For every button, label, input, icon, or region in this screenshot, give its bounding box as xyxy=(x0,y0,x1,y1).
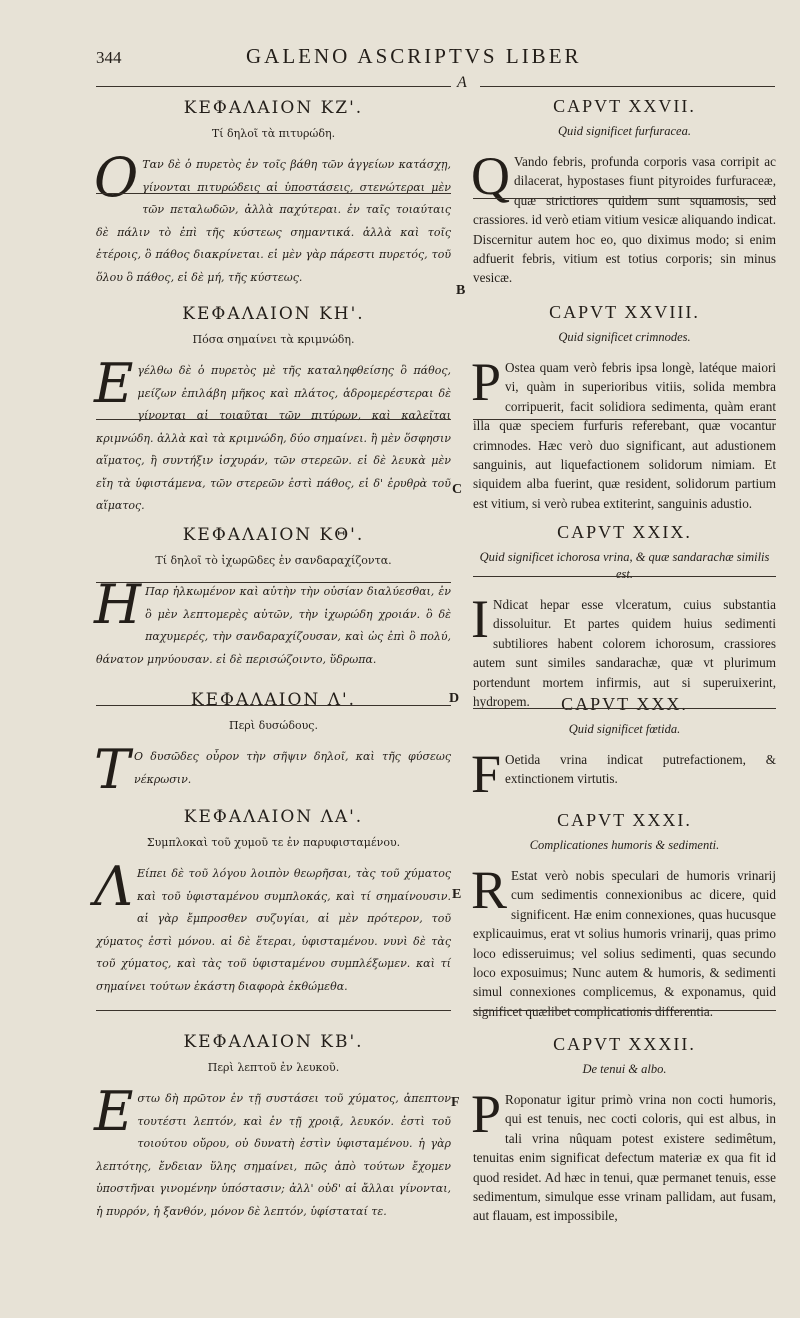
latin-chapter-27 xyxy=(473,94,776,288)
section-rule xyxy=(473,1010,776,1011)
chapter-text xyxy=(471,352,776,513)
chapter-heading: CAPVT XXVII. xyxy=(553,96,696,116)
chapter-body: Ο δυσῶδες οὖρον τὴν σῆψιν δηλοῖ, καὶ τῆς φύσεως νέκρωσιν. xyxy=(134,750,451,786)
chapter-subtitle: Quid significet ichorosa vrina, & quæ sandarachæ similis est. xyxy=(479,550,770,581)
margin-letter-a: A xyxy=(457,74,467,91)
chapter-heading: ΚΕΦΑΛΑΙΟΝ ΚΘ'. xyxy=(182,525,365,545)
chapter-text xyxy=(94,352,451,518)
chapter-body: Estat verò nobis speculari de humoris vrinarij cum sedimentis connexionibus ac dicere, quid significent. Hæ enim connexiones, quas hucusque explicauimus, erat vt solius humoris vrinarij, quas primo loco edisseruimus; vel solius sedimenti, quas secundo loco exposuimus; Nunc autem & humoris, & sedimenti simul connexiones complicemus, & exponamus, quid significet quælibet complicationis differentia. xyxy=(473,868,776,1019)
greek-chapter-32 xyxy=(96,1030,451,1223)
chapter-subtitle: Quid significet furfuracea. xyxy=(558,124,691,138)
section-rule xyxy=(96,582,451,583)
chapter-body: Oetida vrina indicat putrefactionem, & extinctionem virtutis. xyxy=(505,752,776,787)
section-rule xyxy=(96,1010,451,1011)
chapter-body: Roponatur igitur primò vrina non cocti humoris, qui est tenuis, nec cocti coloris, qui est albus, in tali vrina nûquam potest existere sedimêtum, tenuitas enim significat defectum materiæ ex qua fit id quod residet. Ad hæc in tenui, quæ permanet tenuis, esse sedimentum, simulque esse vrinam pallidam, aut fusam, aut flauam, est impossibile, xyxy=(473,1092,776,1224)
greek-chapter-31 xyxy=(96,805,451,998)
chapter-subtitle: Τί δηλοῖ τὸ ἰχωρῶδες ἐν σανδαραχίζοντα. xyxy=(155,554,392,567)
drop-cap: Ο xyxy=(94,146,139,209)
latin-chapter-31 xyxy=(473,808,776,1021)
chapter-heading: ΚΕΦΑΛΑΙΟΝ ΚΒ'. xyxy=(183,1032,364,1052)
chapter-subtitle: Complicationes humoris & sedimenti. xyxy=(529,838,720,852)
chapter-text xyxy=(471,860,776,1021)
margin-letter-f: F xyxy=(451,1095,460,1110)
section-rule xyxy=(473,198,776,199)
section-rule xyxy=(96,193,451,194)
drop-cap: Λ xyxy=(94,855,133,918)
drop-cap: Η xyxy=(94,573,142,636)
latin-chapter-28 xyxy=(473,300,776,513)
chapter-text xyxy=(94,738,451,801)
chapter-heading: CAPVT XXXII. xyxy=(553,1034,696,1054)
drop-cap: Ε xyxy=(94,1080,134,1143)
chapter-subtitle: Quid significet crimnodes. xyxy=(558,330,691,344)
chapter-heading: ΚΕΦΑΛΑΙΟΝ Λ'. xyxy=(190,690,357,710)
chapter-text xyxy=(94,855,451,998)
section-rule xyxy=(96,705,451,706)
section-rule xyxy=(473,576,776,577)
header-rule-right xyxy=(480,86,775,87)
chapter-subtitle: De tenui & albo. xyxy=(582,1062,667,1076)
drop-cap: P xyxy=(471,352,502,412)
chapter-text xyxy=(94,1080,451,1223)
section-rule xyxy=(96,419,451,420)
chapter-heading: ΚΕΦΑΛΑΙΟΝ ΚΖ'. xyxy=(183,98,364,118)
chapter-subtitle: Συμπλοκαὶ τοῦ χυμοῦ τε ἐν παρυφισταμένου. xyxy=(146,836,401,849)
margin-letter-c: C xyxy=(452,482,463,497)
drop-cap: F xyxy=(471,744,502,804)
chapter-body: Ndicat hepar esse vlceratum, cuius substantia dissoluitur. Et partes quidem huius sedimenti subtiliores habent colorem ichorosum, crassiores autem sunt similes sandarachæ, quæ vt plurimum portendunt mortem infirmis, aut si superuixerint, hydropem. xyxy=(473,597,776,710)
section-rule xyxy=(473,419,776,420)
chapter-body: γέλθω δὲ ὁ πυρετὸς μὲ τῆς καταληφθείσης ὃ πάθος, μείζων ἐπιλάβη μῆκος καὶ πλάτος, ἁδρομερέστεραι δὲ γίνονται αἱ τοιαῦται τῶν πιτύρων, καὶ καλεῖται κριμνώδη. ἀλλὰ καὶ τὰ κριμνώδη, δύο σημαίνει. ἢ μὲν ὅσφησιν αἵματος, ἢ συντήξιν ἰσχυράν, τῶν στερεῶν. εἰ δὲ λευκὰ μὲν εἴη τὰ ὑφιστάμενα, τῶν στερεῶν ἐστὶ πάθος, εἰ δ' ἐρυθρὰ τοῦ αἵματος. xyxy=(96,364,451,512)
chapter-heading: CAPVT XXXI. xyxy=(557,810,692,830)
chapter-body: Ταν δὲ ὁ πυρετὸς ἐν τοῖς βάθη τῶν ἀγγείων κατάσχῃ, γίνονται πιτυρώδεις αἱ ὑποστάσεις, στενώτεραι μὲν τῶν πεταλωδῶν, ἀλλὰ παχύτεραι. ἐν ταῖς τοιαύταις δὲ πάλιν τὸ ἐπὶ τῆς κύστεως σημαντικά. ἀλλὰ καὶ τοῖς ἑτέροις, ὃ πάθος διακρίνεται. εἰ μὲν γὰρ πάρεστι πυρετός, τοῦ ὅλου ὃ πάθος, εἰ δὲ μή, τῆς κύστεως. xyxy=(96,158,451,284)
chapter-heading: CAPVT XXX. xyxy=(561,694,688,714)
chapter-subtitle: Περὶ δυσώδους. xyxy=(229,719,318,732)
margin-letter-b: B xyxy=(456,283,466,298)
drop-cap: Ε xyxy=(94,352,134,415)
chapter-heading: ΚΕΦΑΛΑΙΟΝ ΛΑ'. xyxy=(183,807,364,827)
running-title: GALENO ASCRIPTVS LIBER xyxy=(246,44,582,68)
chapter-body: στω δὴ πρῶτον ἐν τῇ συστάσει τοῦ χύματος, ἀπεπτον τουτέστι λεπτόν, καὶ ἐν τῇ χροιᾷ, λευκόν. ἐστὶ τοῦ τοιούτου οὔρου, οὐ δυνατὴ ἐστὶν ὑφισταμένου. ἡ γὰρ λεπτότης, ἔνδειαν ὕλης σημαίνει, πῶς ἀπὸ τούτων ἔχομεν ὑποστῆναι γινομένην ὑπόστασιν; ἀλλ' οὐδ' αἱ ἄλλαι γίνονται, ἡ πυρρόν, ἡ ξανθόν, μόνον δὲ λεπτόν, ὑφίσταταί τε. xyxy=(96,1092,451,1218)
chapter-subtitle: Πόσα σημαίνει τὰ κριμνώδη. xyxy=(192,333,355,346)
chapter-subtitle: Quid significet fœtida. xyxy=(568,722,681,736)
chapter-text xyxy=(94,573,451,671)
chapter-text xyxy=(471,146,776,288)
greek-chapter-30 xyxy=(94,688,451,801)
drop-cap: Τ xyxy=(94,738,131,801)
drop-cap: R xyxy=(471,860,508,920)
latin-chapter-29 xyxy=(473,520,776,711)
margin-letter-d: D xyxy=(449,691,460,706)
chapter-body: Ostea quam verò febris ipsa longè, latéque maiori vi, quàm in superioribus vitiis, solida membra corripuerit, facit solidiora sedimenta, quàm erant illa quæ speciem furfuris referebant, quæ vocantur crimnodes. Hæc verò duo significant, aut adustionem sanguinis, aut liquefactionem solidorum nimiam. Et siquidem alba fuerint, quæ resident, solidorum partium est vitium, si verò rubea extiterint, sanguinis adustio. xyxy=(473,360,776,511)
chapter-body: Παρ ἡλκωμένον καὶ αὐτὴν τὴν οὐσίαν διαλύεσθαι, ἐν ὃ μὲν λεπτομερὲς αὐτῶν, τὴν ἰχωρώδη χροιάν. ὃ δὲ παχυμερές, τὴν σανδαραχίζουσαν, καὶ ὡς ἐπὶ ὃ πολύ, θάνατον μηνύουσαν. εἰ δὲ περισώζοιντο, ὕδρωπα. xyxy=(96,585,451,666)
latin-chapter-32 xyxy=(473,1032,776,1226)
drop-cap: Q xyxy=(471,146,510,206)
chapter-text xyxy=(471,1084,776,1226)
drop-cap: I xyxy=(471,589,489,649)
greek-chapter-29 xyxy=(96,523,451,671)
chapter-subtitle: Τί δηλοῖ τὰ πιτυρώδη. xyxy=(211,127,336,140)
chapter-text xyxy=(471,744,776,804)
header-rule-left xyxy=(96,86,451,87)
chapter-heading: CAPVT XXVIII. xyxy=(549,302,700,322)
page-number: 344 xyxy=(96,48,122,67)
chapter-text xyxy=(94,146,451,289)
chapter-body: Είπει δὲ τοῦ λόγου λοιπὸν θεωρῆσαι, τὰς τοῦ χύματος καὶ τοῦ ὑφισταμένου συμπλοκάς, καὶ τί σημαίνουσιν. αἱ γὰρ ἔμπροσθεν συζυγίαι, αἱ μὲν πρότερον, τοῦ χύματος ἐστὶ μόνου. αἱ δὲ ἕτεραι, ὑφισταμένου. νυνὶ δὲ τὰς τοῦ χύματος, καὶ τὰς τοῦ ὑφισταμένου συμπλέξωμεν. καὶ τί σημαίνει τούτων ἑκάστη διαφορὰ ἐκθώμεθα. xyxy=(96,867,451,993)
chapter-body: Vando febris, profunda corporis vasa corripit ac dilacerat, hypostases fiunt pityroides furfuraceæ, quæ strictiores quidem sunt squamosis, sed crassiores. id verò etiam vitium vesicæ aliquando indicat. Discernitur autem hoc eo, quo diximus modo; si enim adfuerit febris, vitium est totius corporis; sin minus vesicæ. xyxy=(473,154,776,286)
greek-chapter-28 xyxy=(96,302,451,518)
section-rule xyxy=(473,708,776,709)
chapter-heading: ΚΕΦΑΛΑΙΟΝ ΚΗ'. xyxy=(182,304,365,324)
chapter-subtitle: Περὶ λεπτοῦ ἐν λευκοῦ. xyxy=(207,1061,340,1074)
drop-cap: P xyxy=(471,1084,502,1144)
chapter-heading: CAPVT XXIX. xyxy=(557,522,692,542)
margin-letter-e: E xyxy=(452,887,462,902)
